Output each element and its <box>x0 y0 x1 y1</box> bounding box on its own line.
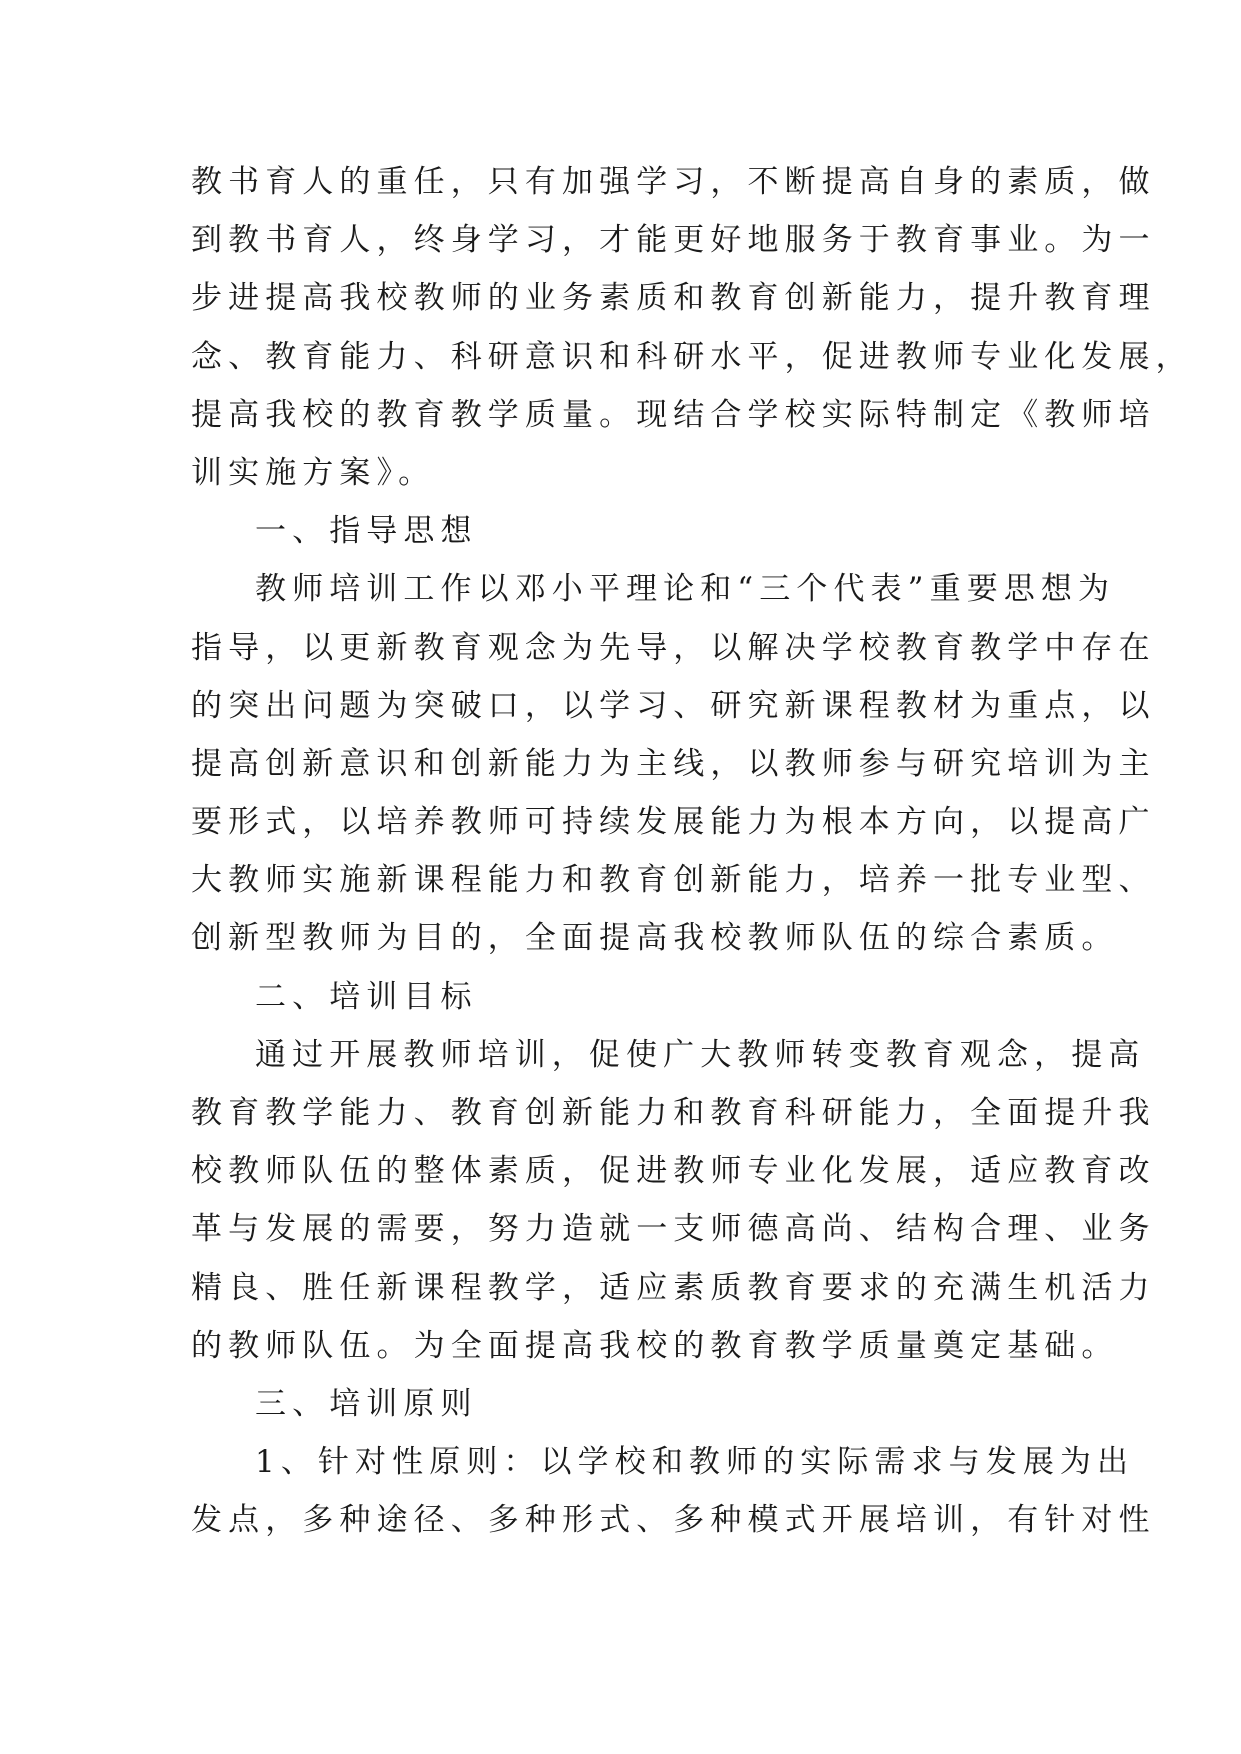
paragraph-first-line: 教师培训工作以邓小平理论和“三个代表”重要思想为 <box>255 571 1116 608</box>
text-line: 发点，多种途径、多种形式、多种模式开展培训，有针对性 <box>191 1502 1156 1539</box>
text-line: 提高我校的教育教学质量。现结合学校实际特制定《教师培 <box>191 396 1156 433</box>
text-line: 步进提高我校教师的业务素质和教育创新能力，提升教育理 <box>191 280 1156 317</box>
text-line: 校教师队伍的整体素质，促进教师专业化发展，适应教育改 <box>191 1153 1156 1190</box>
text-line: 提高创新意识和创新能力为主线，以教师参与研究培训为主 <box>191 745 1156 782</box>
section-heading-guiding-ideology: 一、指导思想 <box>255 513 478 550</box>
text-line: 教育教学能力、教育创新能力和教育科研能力，全面提升我 <box>191 1095 1156 1131</box>
text-line: 革与发展的需要，努力造就一支师德高尚、结构合理、业务 <box>191 1211 1156 1248</box>
text-line: 大教师实施新课程能力和教育创新能力，培养一批专业型、 <box>191 862 1156 899</box>
paragraph-first-line: 通过开展教师培训，促使广大教师转变教育观念，提高 <box>255 1036 1146 1073</box>
text-line: 训实施方案》。 <box>191 454 436 491</box>
text-line: 创新型教师为目的，全面提高我校教师队伍的综合素质。 <box>191 920 1119 957</box>
section-heading-training-principles: 三、培训原则 <box>255 1385 478 1422</box>
paragraph-first-line: 1、针对性原则：以学校和教师的实际需求与发展为出 <box>255 1444 1135 1481</box>
text-line: 指导，以更新教育观念为先导，以解决学校教育教学中存在 <box>191 629 1156 666</box>
text-line: 的突出问题为突破口，以学习、研究新课程教材为重点，以 <box>191 687 1156 724</box>
text-line: 的教师队伍。为全面提高我校的教育教学质量奠定基础。 <box>191 1327 1119 1364</box>
text-line: 精良、胜任新课程教学，适应素质教育要求的充满生机活力 <box>191 1269 1156 1306</box>
document-body <box>191 153 1193 1550</box>
text-line: 要形式，以培养教师可持续发展能力为根本方向，以提高广 <box>191 804 1156 841</box>
text-line: 到教书育人，终身学习，才能更好地服务于教育事业。为一 <box>191 222 1156 259</box>
text-line: 教书育人的重任，只有加强学习，不断提高自身的素质，做 <box>191 164 1156 200</box>
section-heading-training-goals: 二、培训目标 <box>255 978 478 1015</box>
text-line: 念、教育能力、科研意识和科研水平，促进教师专业化发展， <box>191 338 1193 375</box>
